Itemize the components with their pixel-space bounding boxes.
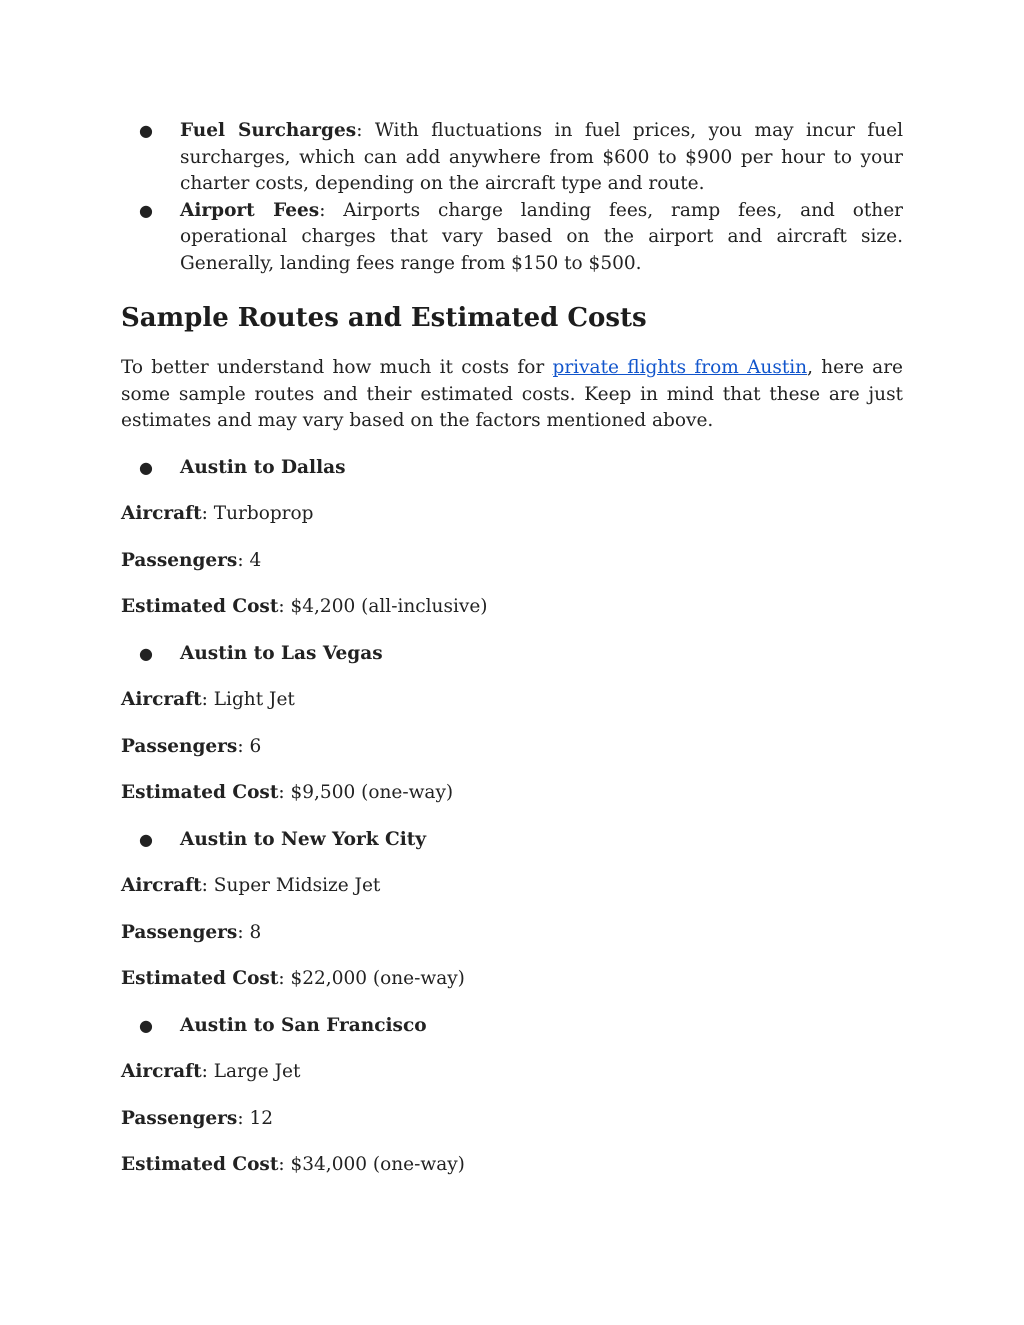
list-item-fuel-surcharges [121, 118, 903, 198]
fuel-surcharges-text: : With fluctuations in fuel prices, you may incur fuel surcharges, which can add anywhere from $600 to $900 per hour to your charter costs, depending on the aircraft type and route. [180, 120, 903, 194]
bullet-icon: ● [139, 200, 153, 220]
route-heading-dallas [121, 455, 903, 482]
document-page [121, 118, 903, 1179]
passengers-value: 6 [249, 735, 262, 757]
label-separator: : [278, 596, 291, 617]
route-cost-row [121, 780, 903, 807]
fuel-surcharges-term: Fuel Surcharges [180, 120, 357, 141]
bullet-icon: ● [139, 121, 153, 140]
cost-value: $34,000 (one-way) [290, 1154, 465, 1175]
passengers-label: Passengers [121, 549, 238, 571]
route-name: Austin to New York City [180, 828, 427, 850]
aircraft-value: Turboprop [213, 503, 314, 524]
section-intro-paragraph [121, 355, 903, 435]
section-heading: Sample Routes and Estimated Costs [121, 303, 647, 333]
aircraft-label: Aircraft [121, 503, 202, 524]
passengers-value: 12 [249, 1107, 273, 1129]
cost-label: Estimated Cost [121, 968, 279, 989]
aircraft-label: Aircraft [121, 1061, 202, 1082]
airport-fees-term: Airport Fees [180, 199, 320, 221]
passengers-value: 4 [249, 549, 262, 571]
intro-text-before: To better understand how much it costs for [121, 357, 553, 378]
route-aircraft-row [121, 501, 903, 528]
bullet-icon: ● [139, 643, 153, 663]
private-flights-link[interactable]: private flights from Austin [552, 357, 808, 378]
passengers-label: Passengers [121, 735, 238, 757]
label-separator: : [201, 875, 214, 896]
bullet-icon: ● [139, 1015, 153, 1035]
cost-label: Estimated Cost [121, 1154, 279, 1175]
intro-text-after: , here are some sample routes and their estimated costs. Keep in mind that these are just estimates and may vary based on the factors mentioned above. [121, 357, 903, 431]
passengers-label: Passengers [121, 921, 238, 943]
label-separator: : [201, 1061, 214, 1082]
aircraft-label: Aircraft [121, 875, 202, 896]
route-name: Austin to Las Vegas [180, 642, 383, 664]
route-cost-row [121, 966, 903, 993]
label-separator: : [237, 921, 250, 943]
passengers-value: 8 [249, 921, 262, 943]
cost-value: $22,000 (one-way) [290, 968, 465, 989]
route-cost-row [121, 1152, 903, 1179]
label-separator: : [278, 1154, 291, 1175]
route-aircraft-row [121, 1059, 903, 1086]
bullet-icon: ● [139, 829, 153, 849]
route-passengers-row [121, 1106, 903, 1133]
route-passengers-row [121, 548, 903, 575]
cost-factors-list [121, 118, 903, 277]
label-separator: : [278, 782, 291, 803]
bullet-icon: ● [139, 457, 153, 477]
label-separator: : [278, 968, 291, 989]
aircraft-label: Aircraft [121, 689, 202, 710]
aircraft-value: Super Midsize Jet [213, 875, 381, 896]
route-aircraft-row [121, 687, 903, 714]
cost-value: $9,500 (one-way) [290, 782, 454, 803]
label-separator: : [237, 549, 250, 571]
aircraft-value: Light Jet [213, 689, 295, 710]
label-separator: : [237, 735, 250, 757]
route-heading-las-vegas [121, 641, 903, 668]
route-heading-new-york [121, 827, 903, 854]
list-item-airport-fees [121, 198, 903, 278]
label-separator: : [201, 689, 214, 710]
route-passengers-row [121, 920, 903, 947]
route-cost-row [121, 594, 903, 621]
cost-value: $4,200 (all-inclusive) [290, 596, 488, 617]
label-separator: : [201, 503, 214, 524]
route-name: Austin to San Francisco [180, 1014, 427, 1036]
aircraft-value: Large Jet [213, 1061, 301, 1082]
cost-label: Estimated Cost [121, 596, 279, 617]
route-heading-san-francisco [121, 1013, 903, 1040]
label-separator: : [237, 1107, 250, 1129]
airport-fees-text: : Airports charge landing fees, ramp fees, and other operational charges that vary based on the airport and aircraft size. Generally, landing fees range from $150 to $500. [180, 199, 903, 274]
route-passengers-row [121, 734, 903, 761]
cost-label: Estimated Cost [121, 782, 279, 803]
route-name: Austin to Dallas [180, 456, 346, 478]
route-aircraft-row [121, 873, 903, 900]
passengers-label: Passengers [121, 1107, 238, 1129]
